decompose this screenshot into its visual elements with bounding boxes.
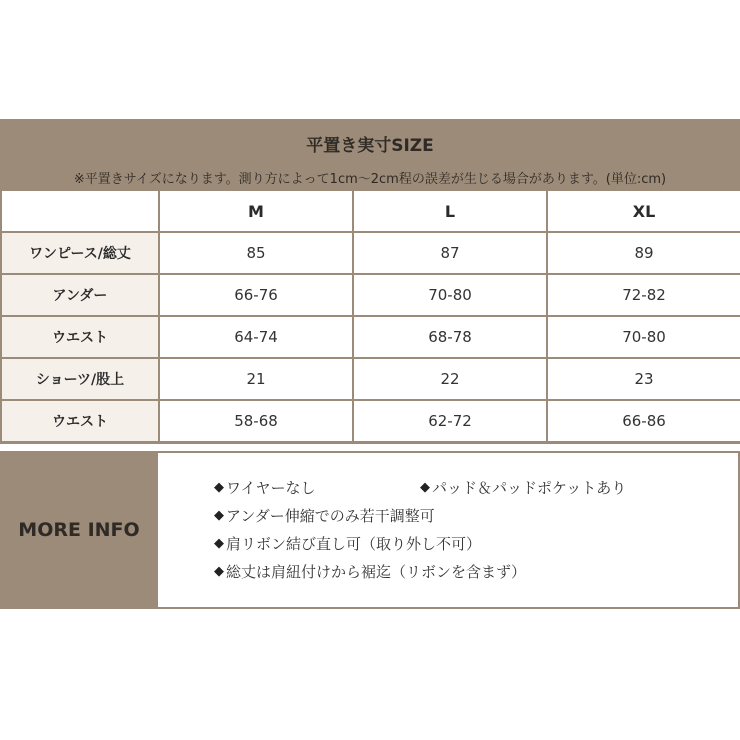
diamond-icon: ◆ (214, 535, 224, 551)
table-cell: 22 (354, 359, 546, 399)
row-label: ウエスト (2, 317, 158, 357)
table-cell: 72-82 (548, 275, 740, 315)
table-cell: 70-80 (548, 317, 740, 357)
info-item (214, 561, 526, 582)
row-label: アンダー (2, 275, 158, 315)
row-label: ショーツ/股上 (2, 359, 158, 399)
size-table-title: 平置き実寸SIZE (306, 135, 434, 156)
table-cell: 66-86 (548, 401, 740, 441)
info-item (214, 505, 435, 526)
info-text: ワイヤーなし (226, 478, 316, 497)
table-cell: 21 (160, 359, 352, 399)
info-line (214, 529, 738, 557)
size-table (0, 119, 740, 444)
diamond-icon: ◆ (214, 479, 224, 495)
info-item (214, 533, 481, 554)
diamond-icon: ◆ (420, 479, 430, 495)
row-label: ワンピース/総丈 (2, 233, 158, 273)
table-cell: 87 (354, 233, 546, 273)
column-header-l: L (354, 191, 546, 231)
more-info-label: MORE INFO (18, 519, 140, 541)
info-line (214, 473, 738, 501)
table-cell: 68-78 (354, 317, 546, 357)
table-cell: 85 (160, 233, 352, 273)
info-text: 肩リボン結び直し可（取り外し不可） (226, 534, 482, 553)
table-cell: 58-68 (160, 401, 352, 441)
column-header-xl: XL (548, 191, 740, 231)
table-cell: 23 (548, 359, 740, 399)
table-cell: 64-74 (160, 317, 352, 357)
table-cell: 62-72 (354, 401, 546, 441)
table-cell: 70-80 (354, 275, 546, 315)
table-cell: 89 (548, 233, 740, 273)
more-info-content (158, 453, 738, 607)
corner-cell (2, 191, 158, 231)
diamond-icon: ◆ (214, 563, 224, 579)
info-item (420, 477, 626, 498)
row-label: ウエスト (2, 401, 158, 441)
info-item (214, 477, 420, 498)
column-header-m: M (160, 191, 352, 231)
info-line (214, 501, 738, 529)
more-info-box (0, 451, 740, 609)
measurement-note: ※平置きサイズになります。測り方によって1cm～2cm程の誤差が生じる場合があります。(単位:cm) (73, 171, 667, 187)
info-text: パッド＆パッドポケットあり (432, 478, 627, 497)
info-text: アンダー伸縮でのみ若干調整可 (226, 506, 435, 525)
info-text: 総丈は肩紐付けから裾迄（リボンを含まず） (226, 562, 527, 581)
diamond-icon: ◆ (214, 507, 224, 523)
size-grid (0, 191, 740, 444)
info-line (214, 557, 738, 585)
table-cell: 66-76 (160, 275, 352, 315)
